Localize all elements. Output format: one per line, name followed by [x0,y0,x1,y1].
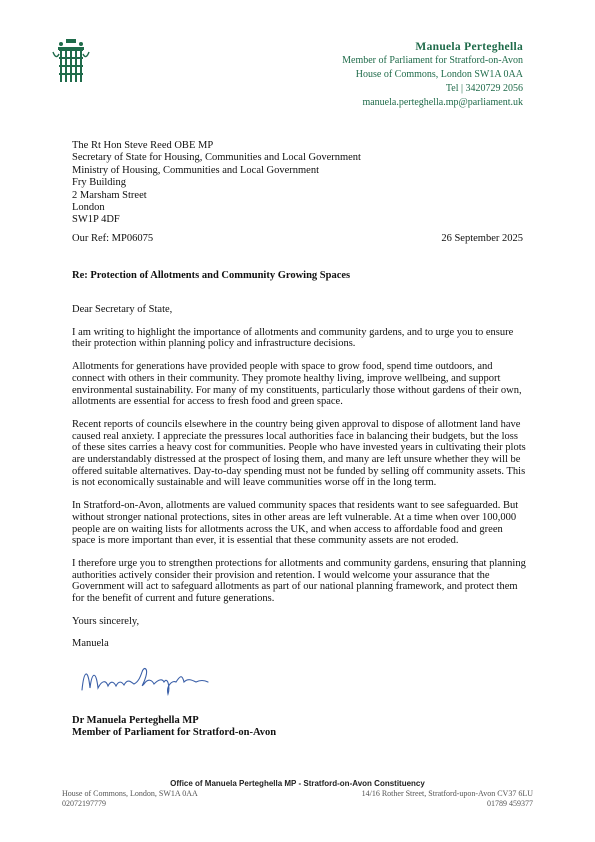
footer-westminster-address: House of Commons, London, SW1A 0AA [62,789,198,798]
recipient-postcode: SW1P 4DF [72,214,120,226]
reference-number: Our Ref: MP06075 [72,233,154,244]
mp-role: Member of Parliament for Stratford-on-Avon [342,55,523,66]
paragraph-5: I therefore urge you to strengthen protections for allotments and community gardens, ensuring that planning authorities actively consider their provision and retention. I would welcome your assurance that the Government will act to safeguard allotments as part of our national planning framework, and protect them for the benefit of current and future generations. [72,557,526,605]
footer-title: Office of Manuela Perteghella MP - Stratford-on-Avon Constituency [170,779,425,788]
paragraph-4: In Stratford-on-Avon, allotments are valued community spaces that residents want to see safeguarded. But without stronger national protections, sites in other areas are left vulnerable. At a time when over 100,000 people are on waiting lists for allotments across the UK, and when access to affordable food and green space is more important than ever, it is essential that these community assets are not eroded. [72,500,519,547]
closing: Yours sincerely, [72,615,140,627]
recipient-address [72,140,361,227]
sign-first-name: Manuela [72,638,109,650]
handwritten-signature [78,660,218,700]
signatory-block [72,715,276,740]
paragraph-1: I am writing to highlight the importance of allotments and community gardens, and to urge you to ensure their protection within planning policy and infrastructure decisions. [72,326,514,350]
recipient-building: Fry Building [72,177,126,189]
footer-row-2 [62,799,533,809]
letter-body [72,304,526,661]
mp-name: Manuela Perteghella [415,41,523,53]
signatory-role: Member of Parliament for Stratford-on-Avon [72,727,277,739]
portcullis-logo-icon [52,38,90,88]
mp-telephone: Tel | 3420729 2056 [445,83,523,94]
signatory-name: Dr Manuela Perteghella MP [72,715,199,726]
recipient-street: 2 Marsham Street [72,189,147,201]
mp-letterhead [342,40,523,110]
footer-constituency-phone: 01789 459377 [487,799,533,808]
recipient-department: Ministry of Housing, Communities and Local Government [72,164,320,176]
footer-constituency-address: 14/16 Rother Street, Stratford-upon-Avon CV37 6LU [361,789,533,798]
mp-email: manuela.perteghella.mp@parliament.uk [362,97,523,108]
letter-date: 26 September 2025 [441,233,523,244]
paragraph-2: Allotments for generations have provided people with space to grow food, spend time outdoors, and connect with others in their community. They promote healthy living, improve wellbeing, and support environmental sustainability. For many of my constituents, particularly those without gardens of their own, allotments are essential for access to fresh food and green space. [72,361,522,408]
recipient-city: London [72,202,105,214]
recipient-title: Secretary of State for Housing, Communities and Local Government [72,152,361,164]
footer-row-1 [62,789,533,799]
letter-subject: Re: Protection of Allotments and Community Growing Spaces [72,270,351,281]
page-footer [62,779,533,809]
recipient-name: The Rt Hon Steve Reed OBE MP [72,140,214,151]
paragraph-3: Recent reports of councils elsewhere in the country being given approval to dispose of allotment land have caused real anxiety. I appreciate the pressures local authorities face in balancing their budgets, but the loss of these sites carries a heavy cost for communities. People who have invested years in cultivating their plots are understandably distressed at the prospect of losing them, and many are left unsure whether they will be offered suitable alternatives. Day-to-day spending must not be funded by selling off community assets. This is not economically sustainable and will leave communities worse off in the long term. [72,418,526,489]
footer-westminster-phone: 02072197779 [62,799,106,808]
mp-house-address: House of Commons, London SW1A 0AA [355,69,523,80]
salutation: Dear Secretary of State, [72,304,173,315]
